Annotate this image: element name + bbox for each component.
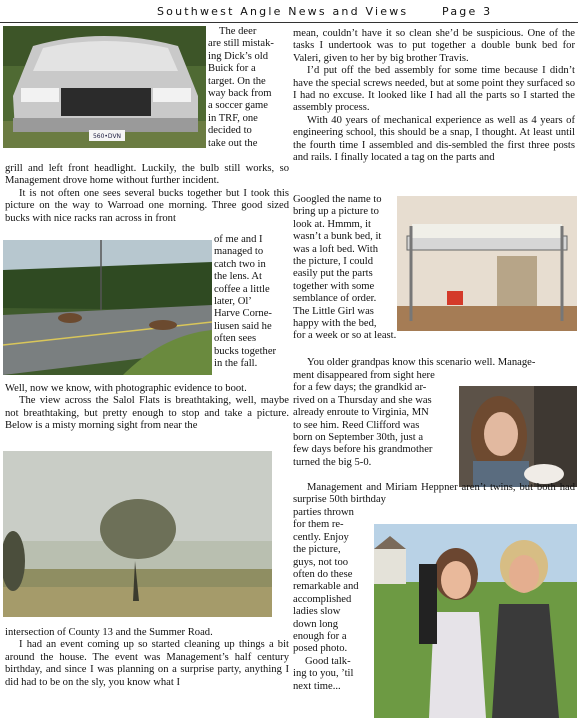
bed-wrap — [293, 194, 396, 343]
paragraph: I had an event coming up so started cleaning up things a bit around the house. The event was Management’s half century birthday, and since I was planning on a surprise party, anything I did had to be on the sly, you know what I — [5, 639, 289, 688]
text-line: coffee a little — [214, 283, 270, 295]
publication-title: Southwest Angle News and Views — [157, 5, 409, 18]
text-line: decided to — [208, 125, 252, 137]
text-line: together with some — [293, 280, 375, 292]
page-header — [0, 0, 578, 23]
text-line: bring up a picture to — [293, 206, 379, 218]
text-line: Googled the name to — [293, 194, 382, 205]
text-line: few days before his grandmother — [293, 444, 433, 456]
text-line: enough for a — [293, 631, 347, 643]
text-line: already enroute to Virginia, MN — [293, 407, 429, 419]
text-line: remarkable and — [293, 581, 359, 593]
license-plate: 560•DVN — [92, 133, 122, 140]
event-paragraph — [5, 627, 289, 689]
text-line: are still mistak- — [208, 38, 274, 50]
text-line: turned the big 5-0. — [293, 456, 372, 468]
text-line: semblance of order. — [293, 293, 377, 305]
text-line: for a few days; the grandkid ar- — [293, 382, 427, 394]
paragraph: Well, now we know, with photographic evidence to boot. — [5, 383, 247, 394]
text-line: of me and I — [214, 234, 263, 245]
text-line: Good talk- — [305, 655, 351, 667]
text-line: cently. Enjoy — [293, 531, 349, 543]
text-line: down long — [293, 618, 339, 630]
text-line: a soccer game — [208, 100, 268, 112]
text-line: bucks together — [214, 345, 277, 357]
paragraph: grill and left front headlight. Luckily, the bulb still works, so Management drove home without further incident. — [5, 163, 289, 187]
text-line: the lens. At — [214, 271, 262, 283]
text-line: often sees — [214, 333, 257, 345]
deer-photo — [3, 240, 212, 375]
bunk-bed-paragraphs — [293, 28, 575, 164]
text-line: accomplished — [293, 593, 352, 605]
text-line: liusen said he — [214, 320, 272, 332]
text-line: rived on a Thursday and she was — [293, 394, 432, 406]
view-paragraph — [5, 383, 289, 433]
grandmother-baby-photo — [459, 386, 577, 487]
text-line: target. On the — [208, 75, 266, 87]
twins-paragraph — [293, 482, 575, 507]
paragraph: The view across the Salol Flats is breathtaking, well, maybe not breathtaking, but pretty enough to stop and take a picture. Below is a misty morning sight from near the — [5, 395, 289, 432]
text-line: wasn’t a bunk bed, it — [293, 231, 382, 243]
text-line: next time... — [293, 680, 341, 692]
paragraph: With 40 years of mechanical experience as well as 4 years of engineering school, this should be a snap, I thought. At least until the fourth time I assembled and dis-sembled the first three posts and rails. I finally located a tag on the parts and — [293, 114, 575, 164]
text-line: ing Dick’s old — [208, 50, 269, 62]
text-line: way back from — [208, 88, 272, 100]
text-line: catch two in — [214, 258, 266, 270]
text-line: for them re- — [293, 519, 344, 531]
grandpas-wrap — [293, 370, 456, 469]
text-line: to see him. Reed Clifford was — [293, 419, 420, 431]
paragraph: It is not often one sees several bucks together but I took this picture on the way to Warroad one morning. Three good sized bucks with nice racks ran across in front — [5, 187, 289, 224]
paragraph: mean, couldn’t have it so clean she’d be suspicious. One of the tasks I undertook was to put together a double bunk bed for Valeri, given to her by big brother Travis. — [293, 28, 575, 64]
deer-story-wrap — [208, 26, 290, 150]
text-line: look at. Hmmm, it — [293, 218, 371, 230]
text-line: ing to you, ’til — [293, 668, 354, 680]
text-line: ment disappeared from sight here — [293, 370, 435, 381]
text-line: guys, not too — [293, 556, 349, 568]
paragraph: You older grandpas know this scenario well. Manage- — [307, 357, 536, 368]
page-number: Page 3 — [442, 5, 493, 18]
text-line: happy with the bed, — [293, 318, 377, 330]
text-line: the picture, — [293, 544, 341, 556]
text-line: The deer — [219, 26, 257, 37]
two-ladies-photo — [374, 524, 577, 718]
text-line: later, Ol’ — [214, 296, 252, 308]
text-line: managed to — [214, 246, 264, 258]
text-line: in TRF, one — [208, 112, 258, 124]
text-line: was a loft bed. With — [293, 243, 378, 255]
deer-story-end — [5, 163, 289, 225]
paragraph: intersection of County 13 and the Summer Road. — [5, 627, 213, 638]
text-line: easily put the parts — [293, 268, 373, 280]
paragraph: I’d put off the bed assembly for some time because I didn’t have the special screws needed, but at some point they surfaced so I had no excuse. It looked like I had all the parts so I started the assembly process. — [293, 65, 575, 114]
text-line: parties thrown — [293, 507, 354, 518]
text-line: for a week or so at least. — [293, 330, 397, 342]
text-line: often do these — [293, 569, 353, 581]
text-line: ladies slow — [293, 606, 341, 618]
text-line: take out the — [208, 137, 258, 149]
text-line: born on September 30th, just a — [293, 432, 424, 444]
text-line: Buick for a — [208, 63, 256, 75]
bucks-wrap — [214, 234, 290, 370]
final-wrap — [293, 507, 371, 693]
paragraph: Management and Miriam Heppner aren’t twins, but both had surprise 50th birthday — [293, 482, 575, 506]
text-line: the picture, I could — [293, 256, 374, 268]
text-line: The Little Girl was — [293, 305, 374, 317]
misty-view-photo — [3, 451, 272, 617]
text-line: Harve Corne- — [214, 308, 272, 320]
text-line: posed photo. — [293, 643, 348, 655]
grandpas-intro — [293, 357, 575, 369]
loft-bed-photo — [397, 196, 577, 331]
car-photo — [3, 26, 206, 148]
text-line: in the fall. — [214, 358, 258, 370]
